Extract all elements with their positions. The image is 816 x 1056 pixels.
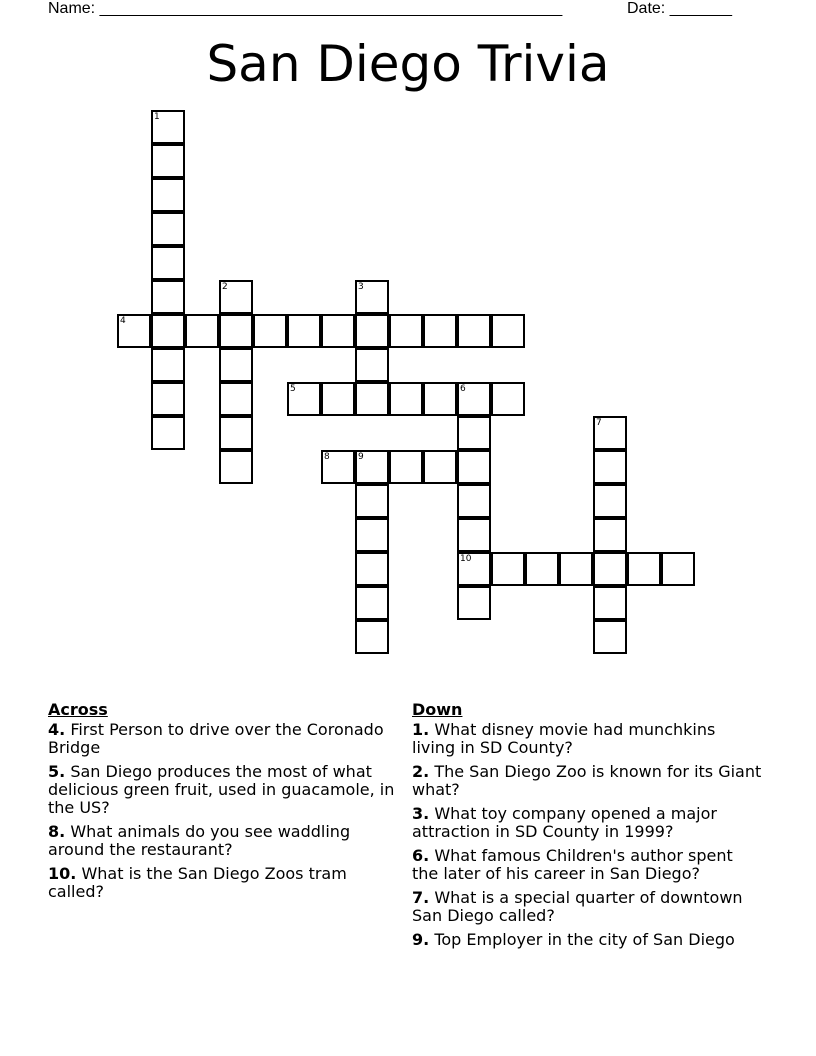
clue-number: 4. [48, 720, 66, 739]
crossword-cell[interactable] [117, 314, 151, 348]
cell-number: 1 [154, 112, 160, 122]
clue-number: 10. [48, 864, 77, 883]
crossword-cell[interactable] [491, 382, 525, 416]
clue-across-4 [48, 721, 398, 757]
crossword-cell[interactable] [151, 144, 185, 178]
crossword-cell[interactable] [593, 586, 627, 620]
crossword-cell[interactable] [491, 314, 525, 348]
crossword-cell[interactable] [287, 382, 321, 416]
cell-number: 3 [358, 282, 364, 292]
cell-number: 9 [358, 452, 364, 462]
cell-number: 2 [222, 282, 228, 292]
clue-text: What animals do you see waddling around the restaurant? [48, 822, 351, 859]
crossword-cell[interactable] [219, 416, 253, 450]
crossword-cell[interactable] [151, 246, 185, 280]
clue-text: Top Employer in the city of San Diego [434, 930, 735, 949]
crossword-cell[interactable] [355, 280, 389, 314]
cell-number: 8 [324, 452, 330, 462]
crossword-cell[interactable] [593, 450, 627, 484]
down-heading: Down [412, 700, 463, 719]
crossword-cell[interactable] [219, 382, 253, 416]
clue-down-2 [412, 763, 762, 799]
crossword-cell[interactable] [219, 450, 253, 484]
crossword-cell[interactable] [593, 416, 627, 450]
crossword-cell[interactable] [661, 552, 695, 586]
crossword-cell[interactable] [321, 382, 355, 416]
clue-text: San Diego produces the most of what delicious green fruit, used in guacamole, in the US? [48, 762, 395, 817]
clue-text: First Person to drive over the Coronado Bridge [48, 720, 384, 757]
crossword-cell[interactable] [355, 382, 389, 416]
crossword-cell[interactable] [593, 620, 627, 654]
clue-across-5 [48, 763, 398, 817]
cell-number: 7 [596, 418, 602, 428]
clue-number: 2. [412, 762, 430, 781]
crossword-cell[interactable] [151, 348, 185, 382]
crossword-cell[interactable] [151, 416, 185, 450]
clue-number: 6. [412, 846, 430, 865]
clue-down-3 [412, 805, 762, 841]
clue-across-8 [48, 823, 398, 859]
crossword-cell[interactable] [593, 518, 627, 552]
clue-down-7 [412, 889, 762, 925]
crossword-cell[interactable] [219, 280, 253, 314]
clue-text: What is the San Diego Zoos tram called? [48, 864, 347, 901]
crossword-cell[interactable] [457, 552, 491, 586]
clue-text: What toy company opened a major attraction in SD County in 1999? [412, 804, 717, 841]
crossword-cell[interactable] [423, 314, 457, 348]
across-heading: Across [48, 700, 108, 719]
crossword-cell[interactable] [355, 586, 389, 620]
clue-down-1 [412, 721, 762, 757]
crossword-cell[interactable] [559, 552, 593, 586]
crossword-cell[interactable] [355, 552, 389, 586]
crossword-cell[interactable] [389, 314, 423, 348]
cell-number: 4 [120, 316, 126, 326]
crossword-cell[interactable] [321, 314, 355, 348]
crossword-cell[interactable] [389, 450, 423, 484]
clue-number: 7. [412, 888, 430, 907]
crossword-cell[interactable] [355, 484, 389, 518]
crossword-cell[interactable] [151, 178, 185, 212]
clue-text: The San Diego Zoo is known for its Giant what? [412, 762, 762, 799]
clue-number: 5. [48, 762, 66, 781]
crossword-cell[interactable] [457, 586, 491, 620]
crossword-cell[interactable] [457, 382, 491, 416]
crossword-cell[interactable] [491, 552, 525, 586]
clue-number: 1. [412, 720, 430, 739]
clue-across-10 [48, 865, 398, 901]
clue-text: What famous Children's author spent the later of his career in San Diego? [412, 846, 733, 883]
crossword-cell[interactable] [355, 348, 389, 382]
crossword-cell[interactable] [355, 620, 389, 654]
cell-number: 6 [460, 384, 466, 394]
crossword-cell[interactable] [219, 314, 253, 348]
cell-number: 5 [290, 384, 296, 394]
crossword-cell[interactable] [525, 552, 559, 586]
crossword-cell[interactable] [151, 280, 185, 314]
crossword-cell[interactable] [423, 382, 457, 416]
across-clues [48, 701, 398, 907]
down-clues [412, 701, 762, 955]
clue-down-6 [412, 847, 762, 883]
crossword-cell[interactable] [355, 450, 389, 484]
clue-down-9 [412, 931, 762, 949]
clue-number: 9. [412, 930, 430, 949]
crossword-cell[interactable] [423, 450, 457, 484]
crossword-cell[interactable] [457, 450, 491, 484]
crossword-cell[interactable] [287, 314, 321, 348]
crossword-cell[interactable] [457, 416, 491, 450]
crossword-cell[interactable] [151, 110, 185, 144]
crossword-cell[interactable] [593, 484, 627, 518]
name-line: Name: ____________________________________________________ [48, 0, 563, 17]
crossword-cell[interactable] [321, 450, 355, 484]
crossword-cell[interactable] [219, 348, 253, 382]
date-line: Date: _______ [627, 0, 732, 17]
crossword-cell[interactable] [627, 552, 661, 586]
puzzle-title: San Diego Trivia [206, 35, 610, 93]
crossword-cell[interactable] [457, 518, 491, 552]
crossword-cell[interactable] [151, 314, 185, 348]
crossword-cell[interactable] [457, 484, 491, 518]
clue-text: What disney movie had munchkins living in SD County? [412, 720, 716, 757]
crossword-cell[interactable] [253, 314, 287, 348]
crossword-cell[interactable] [389, 382, 423, 416]
crossword-cell[interactable] [151, 382, 185, 416]
crossword-cell[interactable] [355, 518, 389, 552]
clue-number: 3. [412, 804, 430, 823]
clue-text: What is a special quarter of downtown San Diego called? [412, 888, 743, 925]
crossword-cell[interactable] [185, 314, 219, 348]
crossword-cell[interactable] [593, 552, 627, 586]
crossword-cell[interactable] [151, 212, 185, 246]
crossword-cell[interactable] [457, 314, 491, 348]
crossword-cell[interactable] [355, 314, 389, 348]
clue-number: 8. [48, 822, 66, 841]
cell-number: 10 [460, 554, 472, 564]
